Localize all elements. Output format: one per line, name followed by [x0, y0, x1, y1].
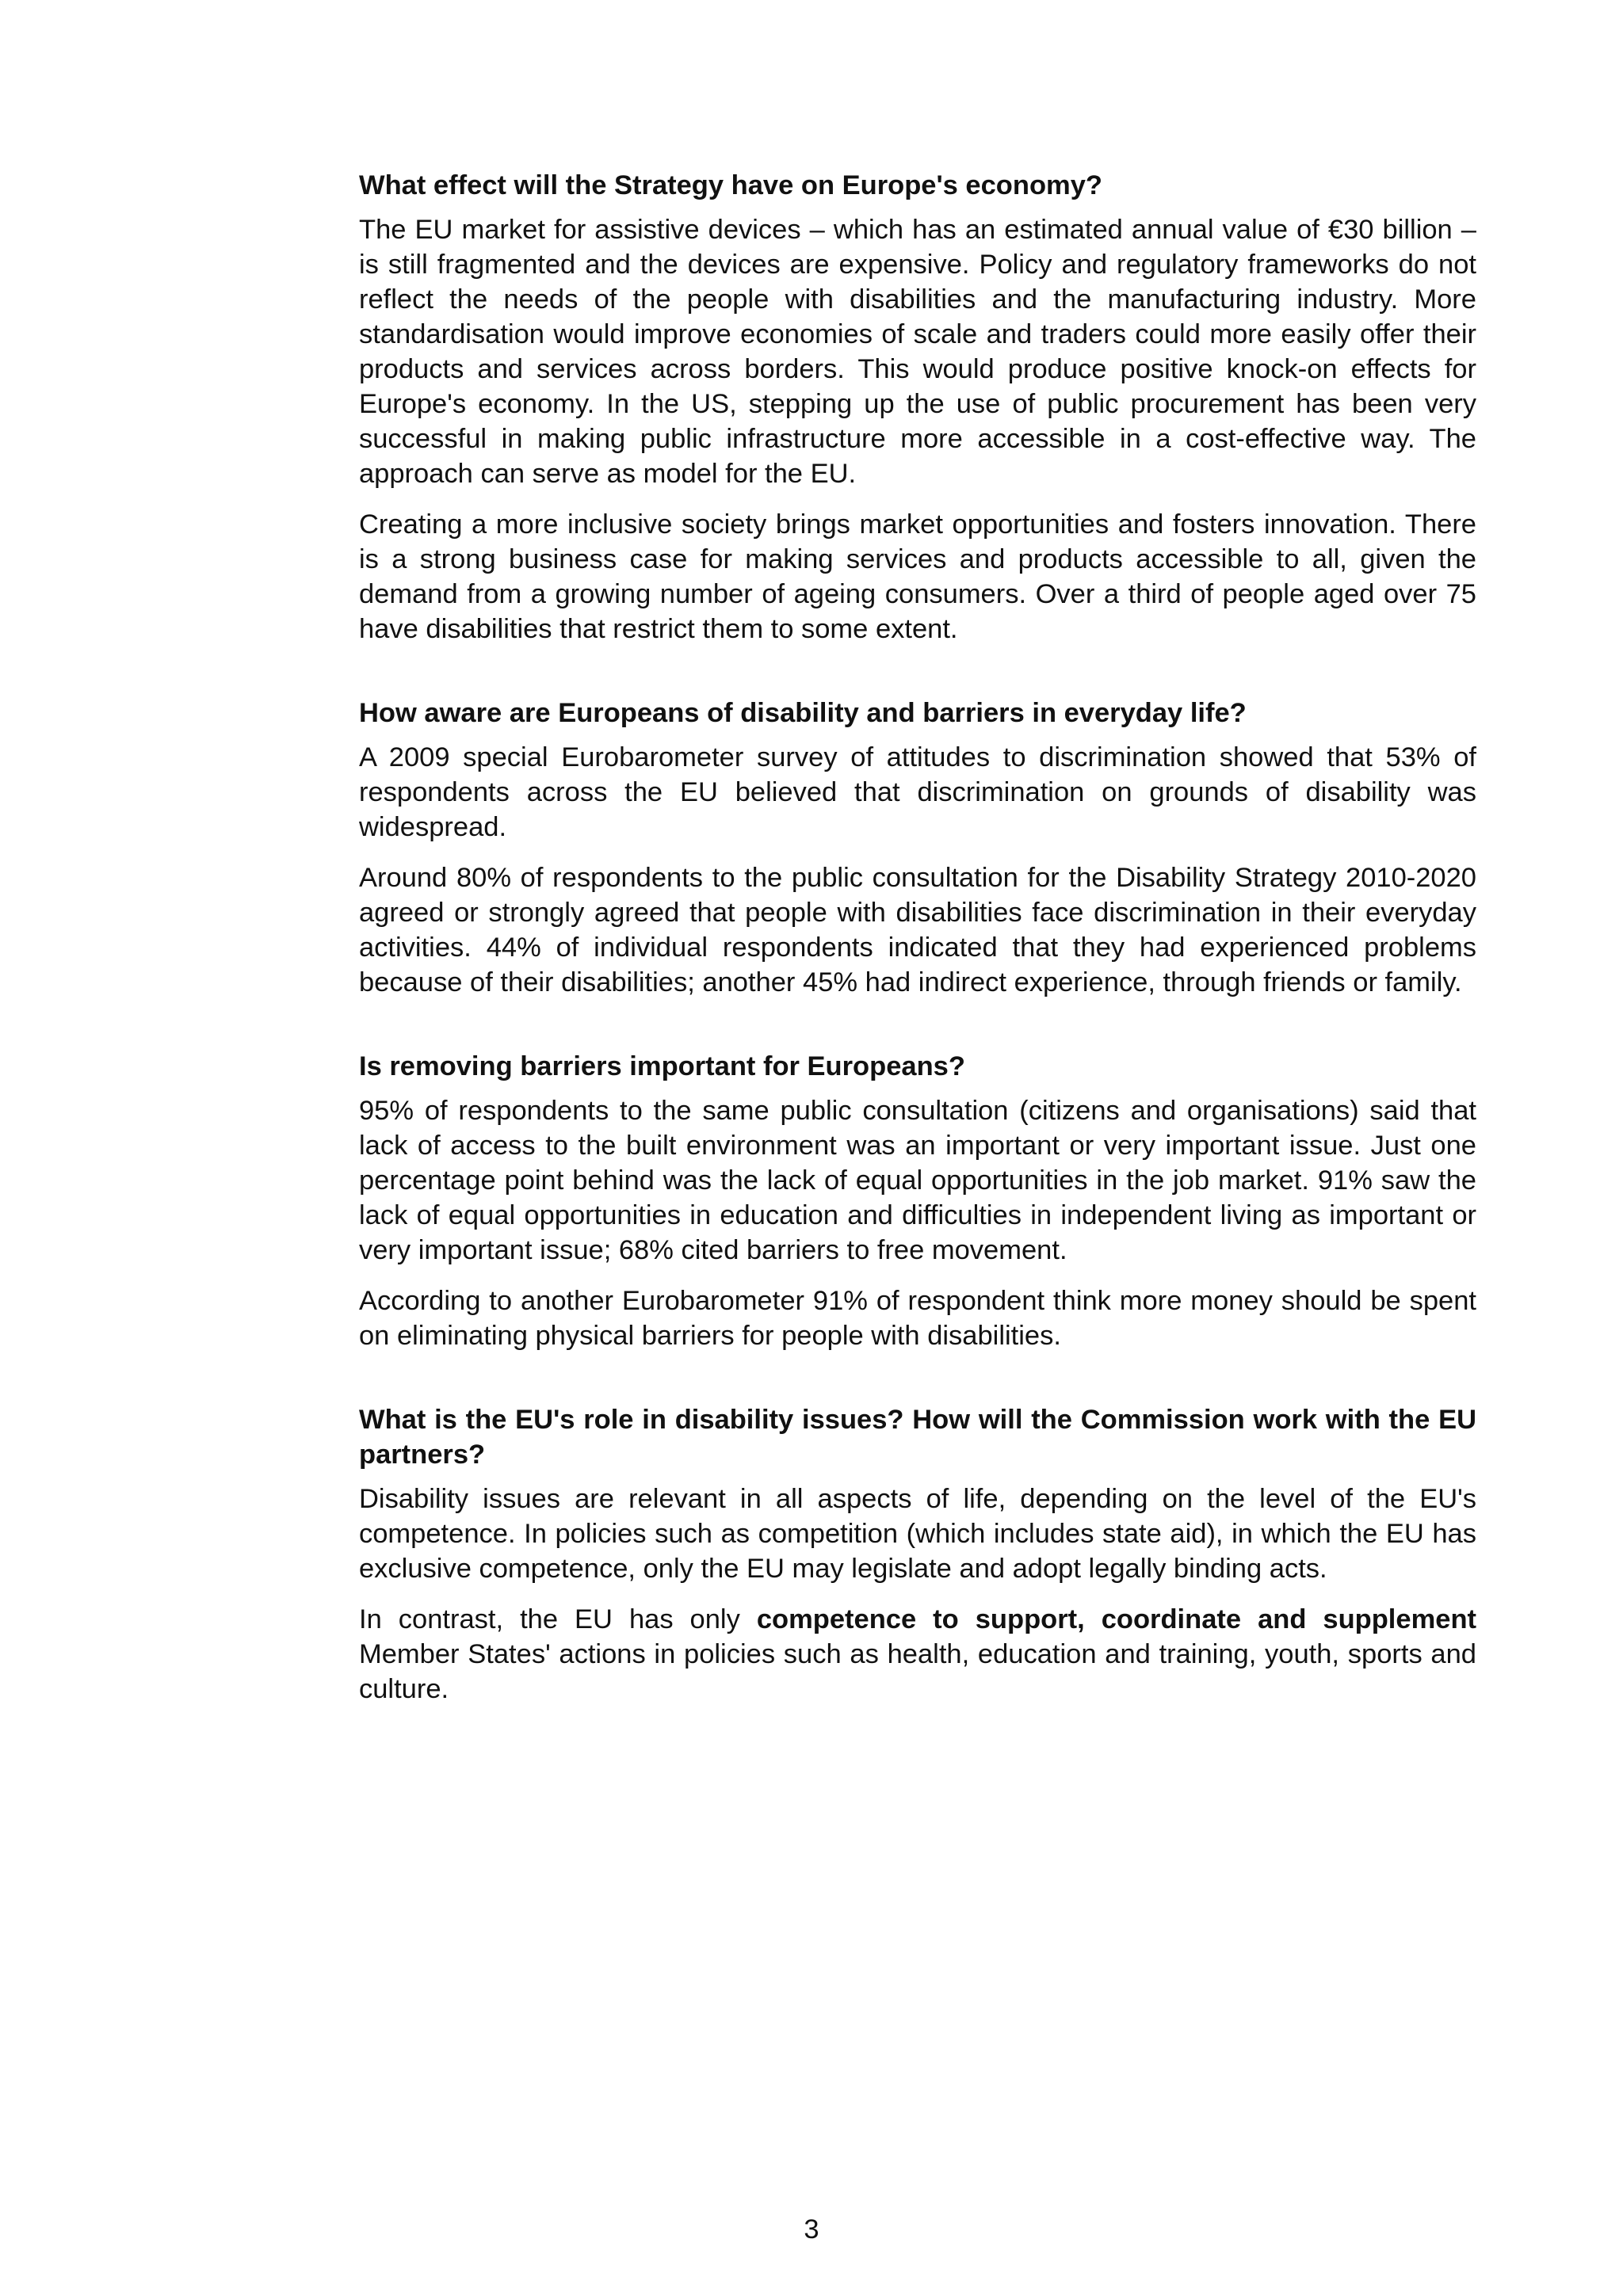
paragraph: The EU market for assistive devices – which has an estimated annual value of €30 billion – is still fragmented and the devices are expensive. Policy and regulatory frameworks do not reflect the needs of the people with disabilities and the manufacturing industry. More standardisation would improve economies of scale and traders could more easily offer their products and services across borders. This would produce positive knock-on effects for Europe's economy. In the US, stepping up the use of public procurement has been very successful in making public infrastructure more accessible in a cost-effective way. The approach can serve as model for the EU.	[359, 215, 1476, 489]
paragraph-text-before: In contrast, the EU has only	[359, 1604, 757, 1634]
section-heading: Is removing barriers important for Europeans?	[359, 1051, 965, 1081]
section-economy	[359, 168, 1476, 646]
paragraph: 95% of respondents to the same public consultation (citizens and organisations) said that lack of access to the built environment was an important or very important issue. Just one percentage point behind was the lack of equal opportunities in the job market. 91% saw the lack of equal opportunities in education and difficulties in independent living as important or very important issue; 68% cited barriers to free movement.	[359, 1096, 1476, 1265]
section-heading: What is the EU's role in disability issues? How will the Commission work with the EU partners?	[359, 1405, 1476, 1470]
section-heading: What effect will the Strategy have on Europe's economy?	[359, 170, 1102, 200]
document-body	[359, 168, 1476, 1756]
paragraph-with-emphasis	[359, 1602, 1476, 1707]
page-number: 3	[804, 2214, 819, 2245]
section-removing-barriers	[359, 1049, 1476, 1353]
paragraph: A 2009 special Eurobarometer survey of attitudes to discrimination showed that 53% of respondents across the EU believed that discrimination on grounds of disability was widespread.	[359, 742, 1476, 842]
section-heading: How aware are Europeans of disability and barriers in everyday life?	[359, 698, 1247, 728]
paragraph: According to another Eurobarometer 91% of respondent think more money should be spent on eliminating physical barriers for people with disabilities.	[359, 1286, 1476, 1351]
paragraph: Around 80% of respondents to the public consultation for the Disability Strategy 2010-2020 agreed or strongly agreed that people with disabilities face discrimination in their everyday activities. 44% of individual respondents indicated that they had experienced problems because of their disabilities; another 45% had indirect experience, through friends or family.	[359, 863, 1476, 997]
section-eu-role	[359, 1402, 1476, 1707]
emphasized-text: competence to support, coordinate and supplement	[756, 1604, 1477, 1634]
paragraph: Creating a more inclusive society brings market opportunities and fosters innovation. There is a strong business case for making services and products accessible to all, given the demand from a growing number of ageing consumers. Over a third of people aged over 75 have disabilities that restrict them to some extent.	[359, 509, 1476, 644]
paragraph: Disability issues are relevant in all aspects of life, depending on the level of the EU's competence. In policies such as competition (which includes state aid), in which the EU has exclusive competence, only the EU may legislate and adopt legally binding acts.	[359, 1484, 1476, 1584]
paragraph-text-after: Member States' actions in policies such as health, education and training, youth, sports and culture.	[359, 1639, 1476, 1704]
section-awareness	[359, 696, 1476, 1000]
